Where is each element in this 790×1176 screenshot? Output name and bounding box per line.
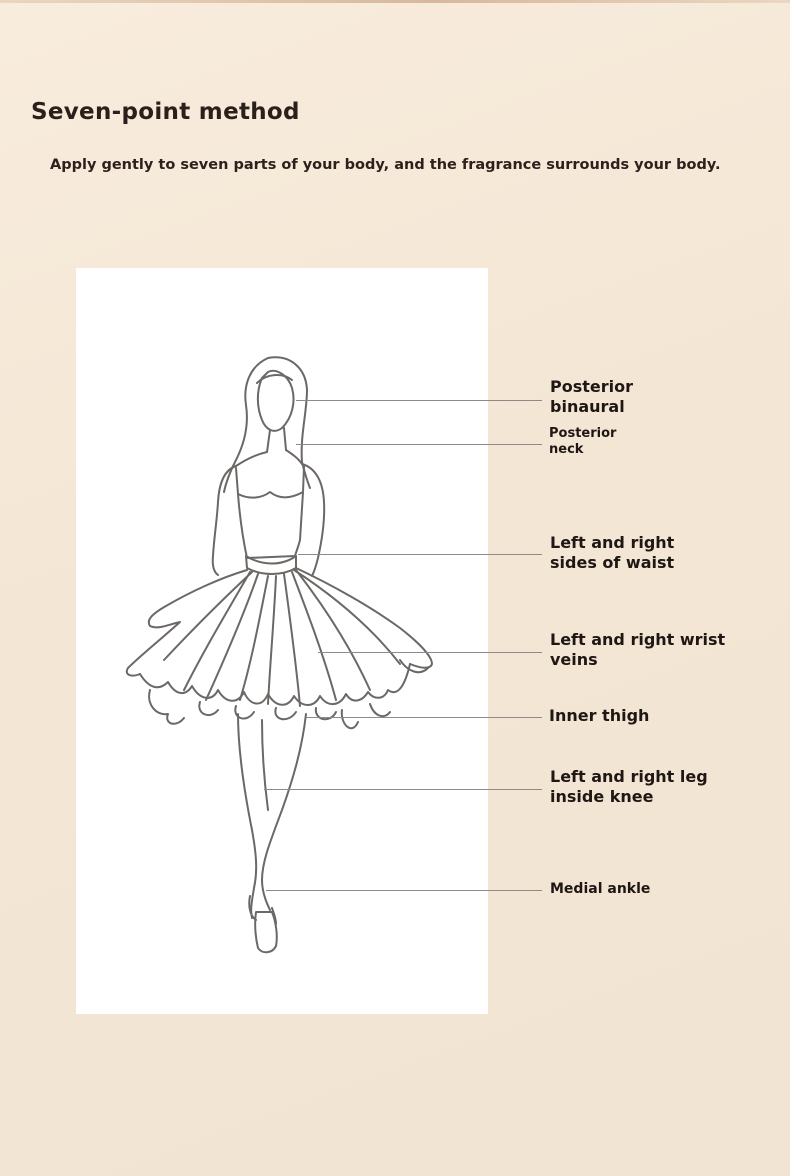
bodice: [238, 492, 303, 558]
label-wrist: [550, 630, 725, 670]
label-line: sides of waist: [550, 553, 675, 572]
label-line: neck: [549, 442, 584, 458]
right-leg: [262, 714, 306, 910]
leader-knee: [264, 789, 542, 790]
label-line: inside knee: [550, 787, 654, 806]
left-arm: [213, 466, 236, 575]
leader-waist: [298, 554, 542, 555]
label-line: Left and right: [550, 533, 675, 552]
label-line: Inner thigh: [549, 706, 650, 725]
label-line: Posterior: [549, 426, 617, 441]
inner-leg: [262, 720, 268, 810]
strap-left: [236, 468, 238, 494]
label-line: Medial ankle: [550, 881, 651, 897]
label-posterior-neck: [549, 426, 616, 459]
label-line: Left and right wrist: [550, 630, 726, 649]
leader-posterior-binaural: [296, 400, 542, 401]
right-arm: [302, 464, 324, 576]
shoulder-line: [236, 450, 302, 466]
left-leg: [238, 714, 256, 918]
face-outline: [258, 371, 294, 431]
label-waist: [550, 533, 674, 573]
label-posterior-binaural: [550, 377, 633, 417]
leader-inner-thigh: [306, 717, 542, 718]
label-knee: [550, 767, 708, 807]
shoe-back: [249, 896, 276, 924]
label-inner-thigh: [549, 706, 649, 726]
label-line: veins: [550, 650, 598, 669]
skirt-hem-ruffles: [140, 664, 410, 705]
label-line: binaural: [550, 397, 625, 416]
label-line: Left and right leg: [550, 767, 708, 786]
skirt-outline: [127, 568, 432, 676]
shoe: [255, 912, 277, 952]
label-line: Posterior: [550, 377, 633, 396]
page-title: Seven-point method: [31, 99, 300, 125]
leader-posterior-neck: [296, 444, 542, 445]
label-ankle: [550, 881, 650, 899]
page-subtitle: Apply gently to seven parts of your body, and the fragrance surrounds your body.: [50, 157, 721, 173]
leader-wrist: [318, 652, 542, 653]
strap-right: [303, 466, 304, 492]
leader-ankle: [266, 890, 542, 891]
skirt-pleats: [164, 570, 400, 706]
